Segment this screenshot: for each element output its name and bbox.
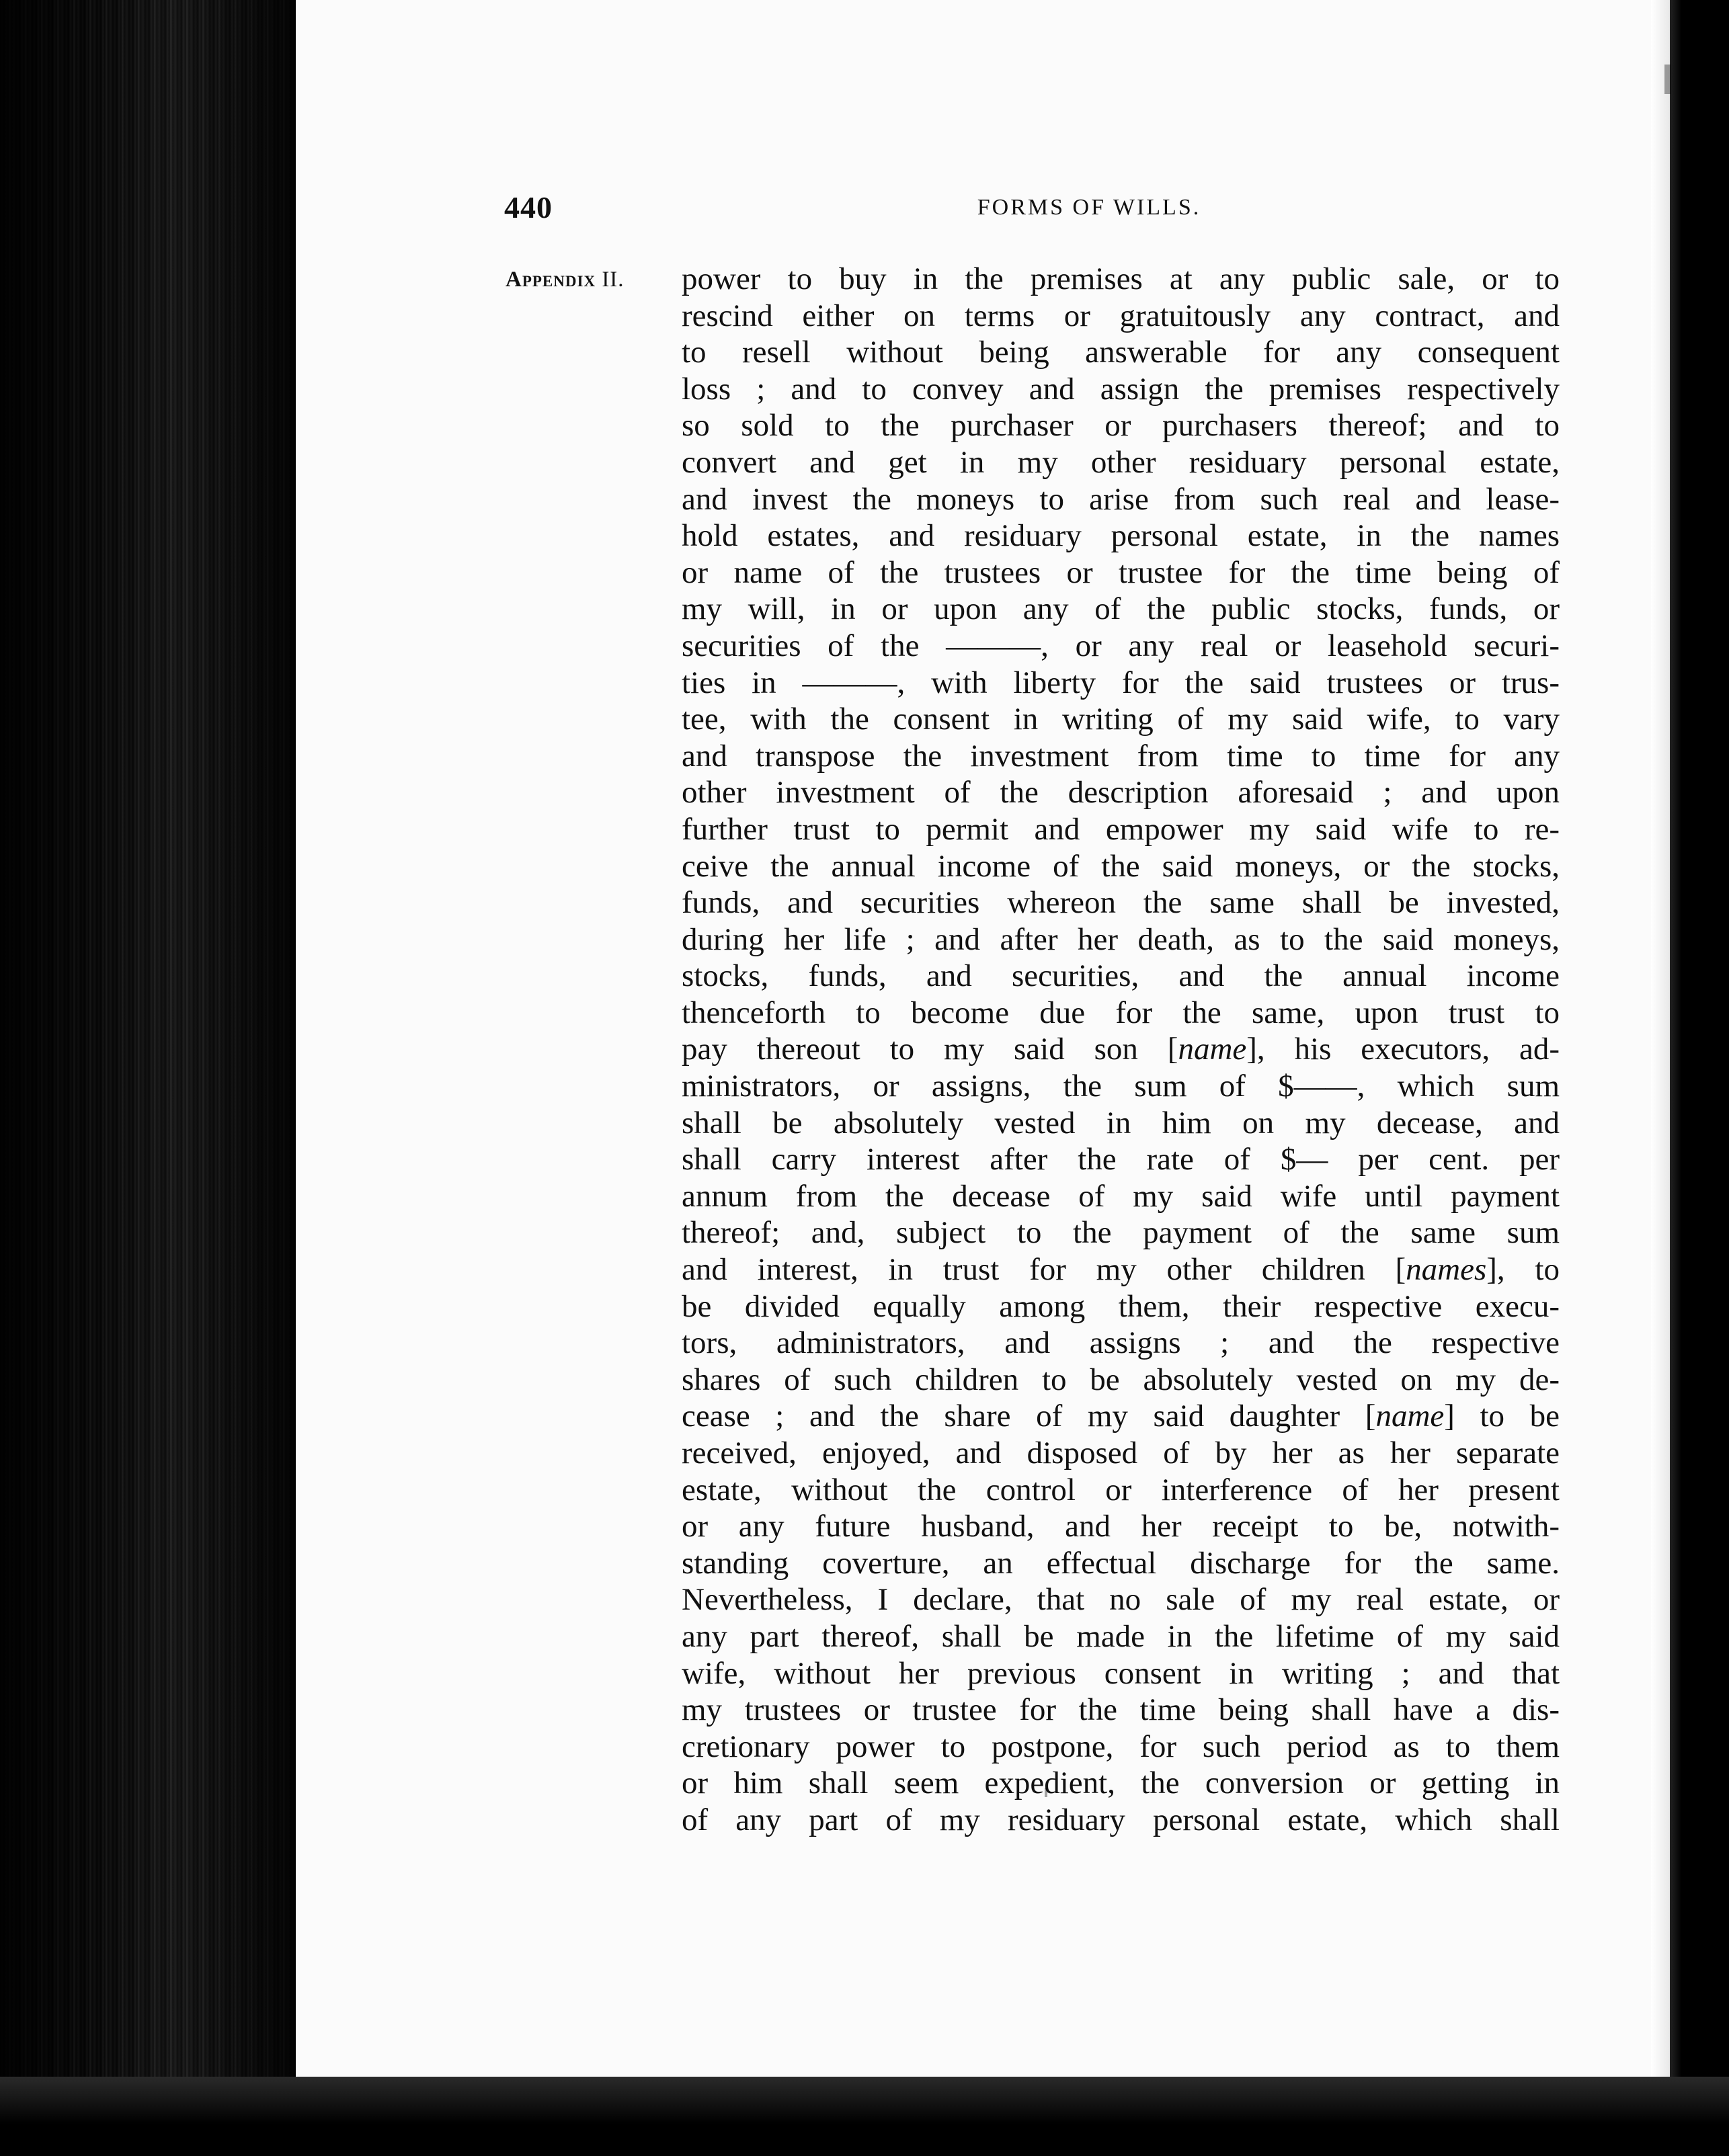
scan-mark — [1664, 65, 1671, 94]
body-line: tee, with the consent in writing of my said wife, to vary — [682, 702, 1560, 737]
body-line: cease ; and the share of my said daughter [name] to be — [682, 1399, 1560, 1434]
page-bottom-shadow — [0, 2077, 1729, 2156]
body-line: thereof; and, subject to the payment of the same sum — [682, 1215, 1560, 1251]
book-spine-shade — [0, 0, 296, 2156]
body-line: any part thereof, shall be made in the lifetime of my said — [682, 1618, 1560, 1654]
body-line: securities of the ———, or any real or leasehold securi- — [682, 628, 1560, 663]
body-line: estate, without the control or interference of her present — [682, 1472, 1560, 1507]
body-line: or name of the trustees or trustee for the time being of — [682, 554, 1560, 590]
body-line: pay thereout to my said son [name], his executors, ad- — [682, 1032, 1560, 1067]
facing-page-edge — [1670, 0, 1729, 2156]
scan-mark — [1045, 1788, 1047, 1797]
body-line: standing coverture, an effectual discharge for the same. — [682, 1545, 1560, 1581]
body-line: hold estates, and residuary personal estate, in the names — [682, 518, 1560, 554]
body-line: shares of such children to be absolutely vested on my de- — [682, 1362, 1560, 1397]
body-line: shall be absolutely vested in him on my decease, and — [682, 1105, 1560, 1141]
body-line: and interest, in trust for my other children [names], to — [682, 1252, 1560, 1288]
running-head — [504, 190, 1560, 230]
body-line: shall carry interest after the rate of $— per cent. per — [682, 1142, 1560, 1177]
body-line: wife, without her previous consent in writing ; and that — [682, 1655, 1560, 1691]
body-line: my will, in or upon any of the public stocks, funds, or — [682, 591, 1560, 627]
body-line: or any future husband, and her receipt to be, notwith- — [682, 1509, 1560, 1544]
body-line: loss ; and to convey and assign the premises respectively — [682, 371, 1560, 407]
body-text — [682, 261, 1560, 1839]
body-line: to resell without being answerable for any consequent — [682, 335, 1560, 370]
body-line: other investment of the description aforesaid ; and upon — [682, 775, 1560, 811]
body-line: power to buy in the premises at any public sale, or to — [682, 261, 1560, 296]
page-content — [296, 0, 1651, 2077]
side-note-label: Appendix — [506, 267, 596, 292]
body-line: received, enjoyed, and disposed of by her as her separate — [682, 1436, 1560, 1470]
body-line: funds, and securities whereon the same shall be invested, — [682, 885, 1560, 921]
body-line: further trust to permit and empower my said wife to re- — [682, 811, 1560, 847]
body-line: during her life ; and after her death, as to the said moneys, — [682, 921, 1560, 957]
body-line: of any part of my residuary personal estate, which shall — [682, 1802, 1560, 1837]
body-line: rescind either on terms or gratuitously any contract, and — [682, 298, 1560, 333]
body-line: Nevertheless, I declare, that no sale of my real estate, or — [682, 1582, 1560, 1618]
body-line: or him shall seem expedient, the conversion or getting in — [682, 1766, 1560, 1801]
body-line: convert and get in my other residuary personal estate, — [682, 444, 1560, 480]
side-note-numeral: II. — [602, 267, 625, 292]
body-line: be divided equally among them, their respective execu- — [682, 1288, 1560, 1324]
running-title: FORMS OF WILLS. — [977, 195, 1201, 220]
body-line: tors, administrators, and assigns ; and the respective — [682, 1325, 1560, 1361]
book-page — [296, 0, 1651, 2077]
body-line: stocks, funds, and securities, and the annual income — [682, 958, 1560, 994]
body-line: so sold to the purchaser or purchasers thereof; and to — [682, 408, 1560, 444]
body-line: ceive the annual income of the said moneys, or the stocks, — [682, 848, 1560, 884]
page-number: 440 — [504, 190, 553, 224]
right-gutter — [1651, 0, 1670, 2156]
body-line: my trustees or trustee for the time being shall have a dis- — [682, 1692, 1560, 1728]
body-line: and invest the moneys to arise from such real and lease- — [682, 481, 1560, 517]
body-line: ministrators, or assigns, the sum of $——, which sum — [682, 1069, 1560, 1104]
body-line: annum from the decease of my said wife until payment — [682, 1178, 1560, 1214]
side-note — [506, 267, 625, 292]
body-line: cretionary power to postpone, for such period as to them — [682, 1729, 1560, 1764]
body-line: and transpose the investment from time to time for any — [682, 738, 1560, 774]
body-line: thenceforth to become due for the same, upon trust to — [682, 995, 1560, 1030]
body-line: ties in ———, with liberty for the said trustees or trus- — [682, 665, 1560, 700]
